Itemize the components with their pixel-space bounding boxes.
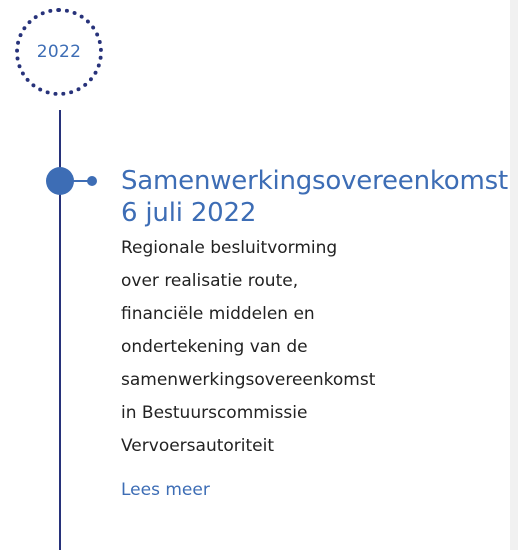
event-heading — [121, 165, 508, 229]
description-line: Regionale besluitvorming — [121, 238, 338, 258]
description-line: over realisatie route, — [121, 271, 299, 291]
event-description — [121, 232, 421, 463]
year-label: 2022 — [36, 42, 82, 62]
event-date: 6 juli 2022 — [121, 198, 257, 228]
description-line: ondertekening van de — [121, 337, 308, 357]
description-line: Vervoersautoriteit — [121, 436, 275, 456]
description-line: in Bestuurscommissie — [121, 403, 308, 423]
read-more-link[interactable]: Lees meer — [121, 480, 210, 500]
description-line: samenwerkingsovereenkomst — [121, 370, 376, 390]
scrollbar-track — [510, 0, 518, 550]
milestone-pin — [87, 176, 97, 186]
description-line: financiële middelen en — [121, 304, 315, 324]
year-badge — [15, 8, 103, 96]
milestone-dot — [46, 167, 74, 195]
event-title: Samenwerkingsovereenkomst — [121, 166, 508, 196]
